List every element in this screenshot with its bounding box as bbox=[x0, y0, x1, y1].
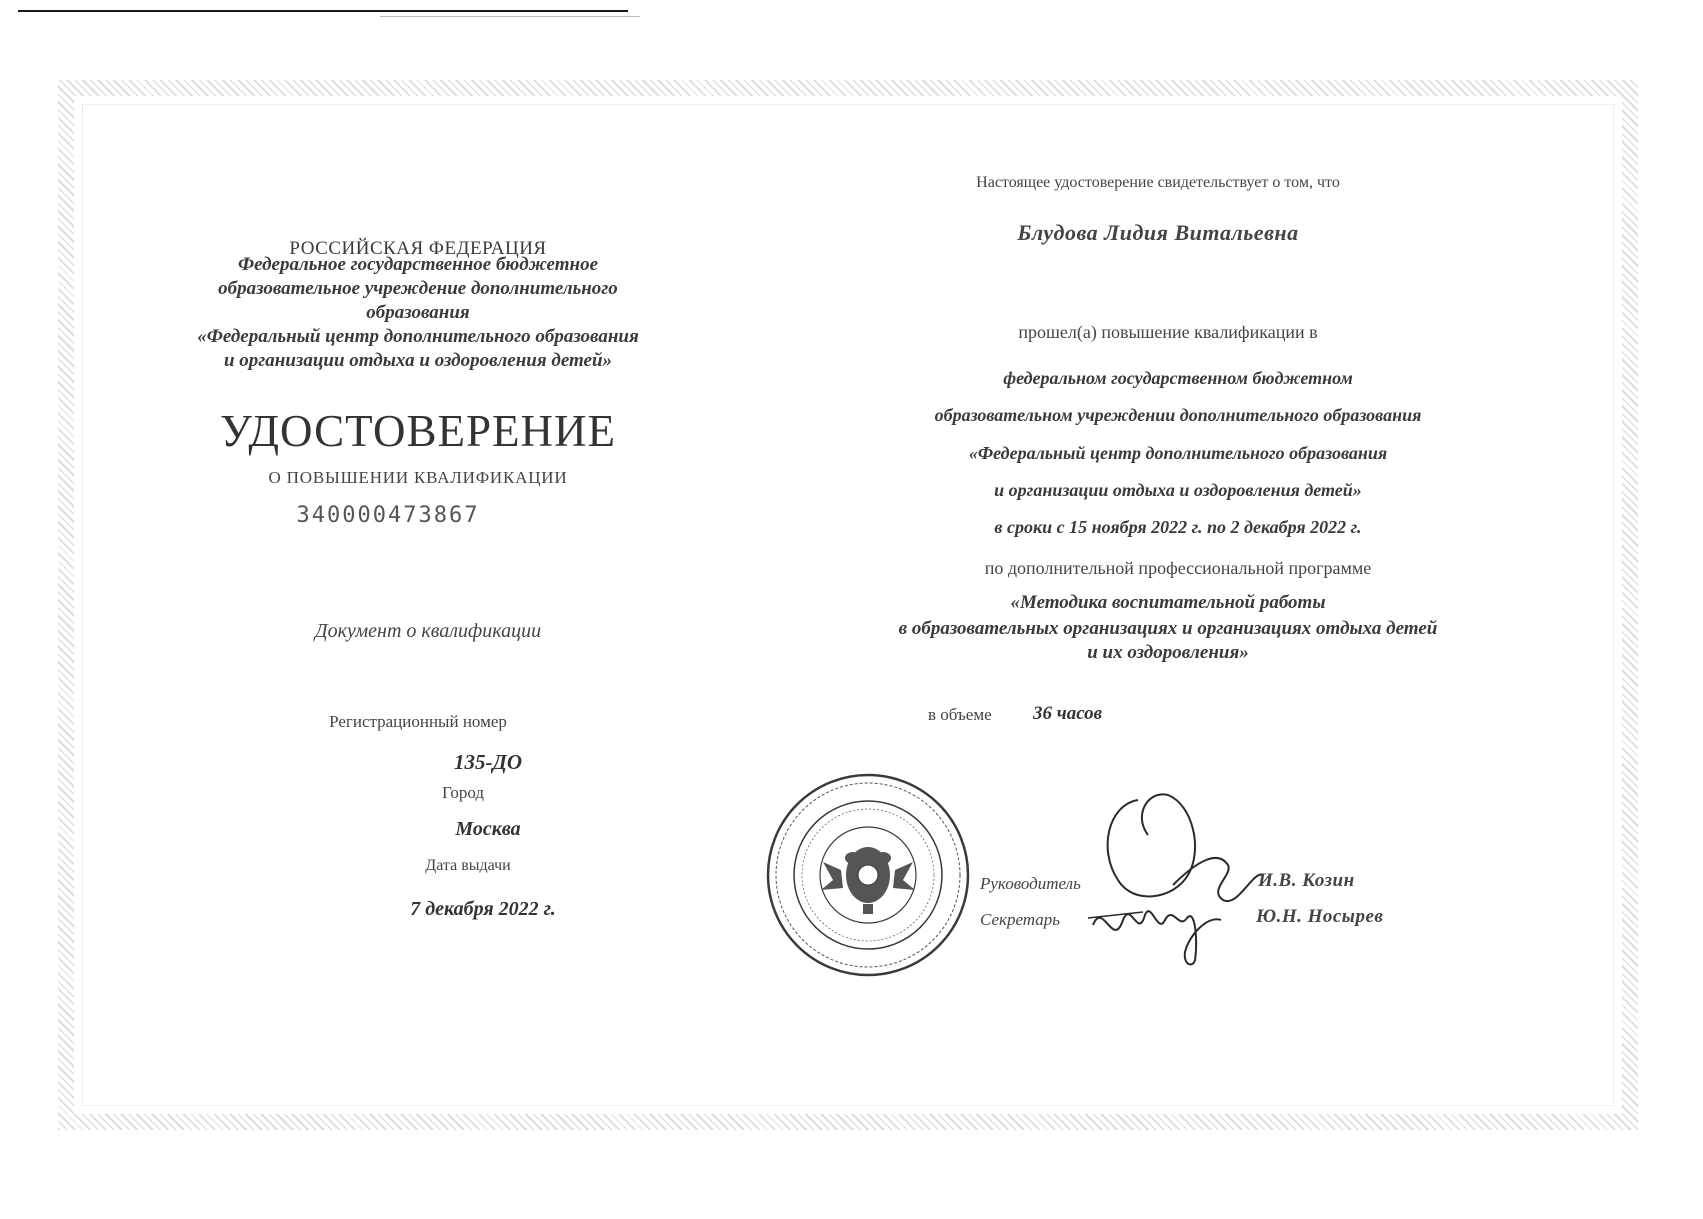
certifies-text: Настоящее удостоверение свидетельствует о том, что bbox=[976, 174, 1340, 191]
org2-line-1: федеральном государственном бюджетном bbox=[1003, 368, 1353, 388]
scan-edge-line bbox=[18, 10, 628, 12]
issue-date: 7 декабря 2022 г. bbox=[410, 898, 556, 920]
volume-value: 36 часов bbox=[1033, 703, 1103, 724]
registration-number: 135-ДО bbox=[453, 750, 522, 774]
program-line-3: и их оздоровления» bbox=[1087, 642, 1249, 663]
program-line-2: в образовательных организациях и организациях отдыха детей bbox=[898, 618, 1438, 639]
org-line-3: образования bbox=[366, 302, 470, 323]
org2-line-4: и организации отдыха и оздоровления детей» bbox=[994, 480, 1362, 500]
org2-line-2: образовательном учреждении дополнительного образования bbox=[934, 405, 1422, 425]
org-line-5: и организации отдыха и оздоровления детей» bbox=[223, 350, 613, 371]
org-line-2: образовательное учреждение дополнительного bbox=[218, 278, 618, 299]
secretary-signature bbox=[1083, 880, 1233, 970]
full-name: Блудова Лидия Витальевна bbox=[1017, 220, 1299, 245]
secretary-role: Секретарь bbox=[980, 910, 1060, 929]
city-label: Город bbox=[442, 783, 484, 802]
serial-number: 340000473867 bbox=[296, 503, 480, 528]
org-line-1: Федеральное государственное бюджетное bbox=[238, 254, 598, 275]
country-heading: РОССИЙСКАЯ ФЕДЕРАЦИЯ bbox=[289, 238, 547, 259]
document-subtitle: О ПОВЫШЕНИИ КВАЛИФИКАЦИИ bbox=[268, 468, 568, 487]
head-role: Руководитель bbox=[980, 874, 1081, 893]
scan-edge-line-faint bbox=[380, 16, 640, 17]
volume-label: в объеме bbox=[928, 705, 992, 724]
head-name: И.В. Козин bbox=[1258, 870, 1355, 891]
city-value: Москва bbox=[455, 818, 521, 840]
document-type: Документ о квалификации bbox=[314, 620, 542, 642]
issue-date-label: Дата выдачи bbox=[425, 857, 511, 874]
program-intro: по дополнительной профессиональной программе bbox=[984, 558, 1372, 578]
program-line-1: «Методика воспитательной работы bbox=[1010, 592, 1326, 613]
registration-label: Регистрационный номер bbox=[329, 712, 507, 731]
org-line-4: «Федеральный центр дополнительного образования bbox=[197, 326, 639, 347]
training-period: в сроки с 15 ноября 2022 г. по 2 декабря 2022 г. bbox=[994, 517, 1362, 537]
certificate bbox=[58, 80, 1638, 1130]
official-seal bbox=[763, 770, 973, 980]
org2-line-3: «Федеральный центр дополнительного образования bbox=[968, 443, 1388, 463]
secretary-name: Ю.Н. Носырев bbox=[1256, 906, 1384, 927]
passed-text: прошел(а) повышение квалификации в bbox=[1018, 322, 1318, 342]
document-title: УДОСТОВЕРЕНИЕ bbox=[220, 406, 616, 456]
